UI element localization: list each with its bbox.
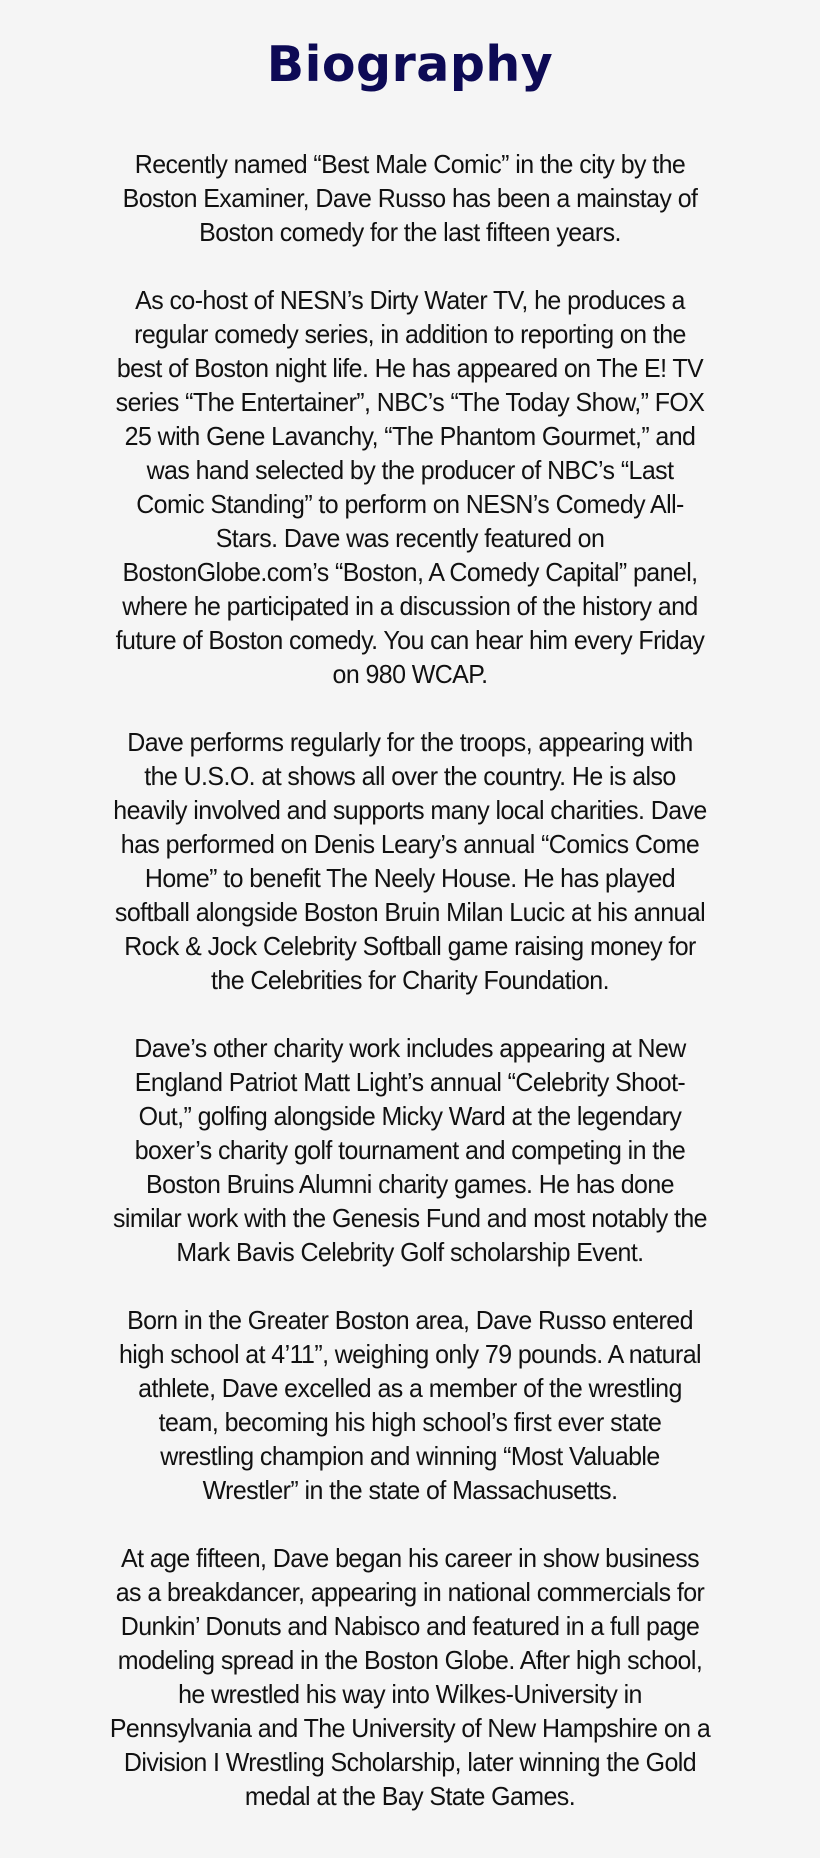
text-line: Recently named “Best Male Comic” in the city by the [134,149,686,179]
text-line: on 980 WCAP. [332,659,488,689]
text-line: Home” to benefit The Neely House. He has played [144,863,676,893]
text-line: Mark Bavis Celebrity Golf scholarship Event. [176,1237,644,1267]
text-line: he wrestled his way into Wilkes-University in [178,1679,642,1709]
text-line: Dunkin’ Donuts and Nabisco and featured in a full page [120,1611,700,1641]
text-line: the Celebrities for Charity Foundation. [211,965,609,995]
text-line: 25 with Gene Lavanchy, “The Phantom Gourmet,” and [124,421,696,451]
text-line: boxer’s charity golf tournament and competing in the [134,1135,686,1165]
text-line: was hand selected by the producer of NBC’s “Last [146,455,674,485]
bio-paragraph-troops [55,725,765,997]
text-line: regular comedy series, in addition to reporting on the [134,319,686,349]
text-line: Stars. Dave was recently featured on [215,523,605,553]
text-line: Division I Wrestling Scholarship, later winning the Gold [123,1747,697,1777]
bio-paragraph-intro [55,147,765,249]
text-line: high school at 4’11”, weighing only 79 pounds. A natural [118,1339,702,1369]
text-line: As co-host of NESN’s Dirty Water TV, he produces a [135,285,685,315]
bio-paragraph-career-start [55,1541,765,1813]
text-line: Comic Standing” to perform on NESN’s Comedy All- [136,489,684,519]
text-line: series “The Entertainer”, NBC’s “The Today Show,” FOX [115,387,705,417]
text-line: wrestling champion and winning “Most Valuable [160,1441,660,1471]
text-line: At age fifteen, Dave began his career in show business [120,1543,700,1573]
text-line: Pennsylvania and The University of New Hampshire on a [109,1713,711,1743]
text-line: athlete, Dave excelled as a member of the wrestling [138,1373,682,1403]
text-line: softball alongside Boston Bruin Milan Lucic at his annual [114,897,706,927]
text-line: team, becoming his high school’s first ever state [158,1407,662,1437]
text-line: Dave performs regularly for the troops, appearing with [127,727,693,757]
bio-paragraph-charity [55,1031,765,1269]
text-line: heavily involved and supports many local charities. Dave [113,795,707,825]
text-line: Boston Examiner, Dave Russo has been a mainstay of [122,183,698,213]
text-line: future of Boston comedy. You can hear him every Friday [115,625,705,655]
biography-text [40,96,780,1813]
text-line: medal at the Bay State Games. [244,1781,576,1811]
text-line: where he participated in a discussion of the history and [122,591,698,621]
text-line: Boston comedy for the last fifteen years. [199,217,621,247]
text-line: BostonGlobe.com’s “Boston, A Comedy Capital” panel, [122,557,698,587]
text-line: modeling spread in the Boston Globe. After high school, [117,1645,703,1675]
text-line: England Patriot Matt Light’s annual “Celebrity Shoot- [134,1067,686,1097]
text-line: Born in the Greater Boston area, Dave Russo entered [127,1305,693,1335]
bio-paragraph-early-life [55,1303,765,1507]
text-line: Dave’s other charity work includes appearing at New [134,1033,686,1063]
bio-paragraph-tv [55,283,765,691]
text-line: has performed on Denis Leary’s annual “Comics Come [120,829,700,859]
text-line: Boston Bruins Alumni charity games. He has done [146,1169,674,1199]
text-line: Rock & Jock Celebrity Softball game raising money for [124,931,696,961]
text-line: Wrestler” in the state of Massachusetts. [202,1475,618,1505]
page-title: Biography [266,36,554,93]
text-line: similar work with the Genesis Fund and most notably the [113,1203,708,1233]
text-line: as a breakdancer, appearing in national commercials for [115,1577,705,1607]
text-line: best of Boston night life. He has appeared on The E! TV [116,353,704,383]
text-line: Out,” golfing alongside Micky Ward at the legendary [138,1101,682,1131]
text-line: the U.S.O. at shows all over the country. He is also [144,761,676,791]
